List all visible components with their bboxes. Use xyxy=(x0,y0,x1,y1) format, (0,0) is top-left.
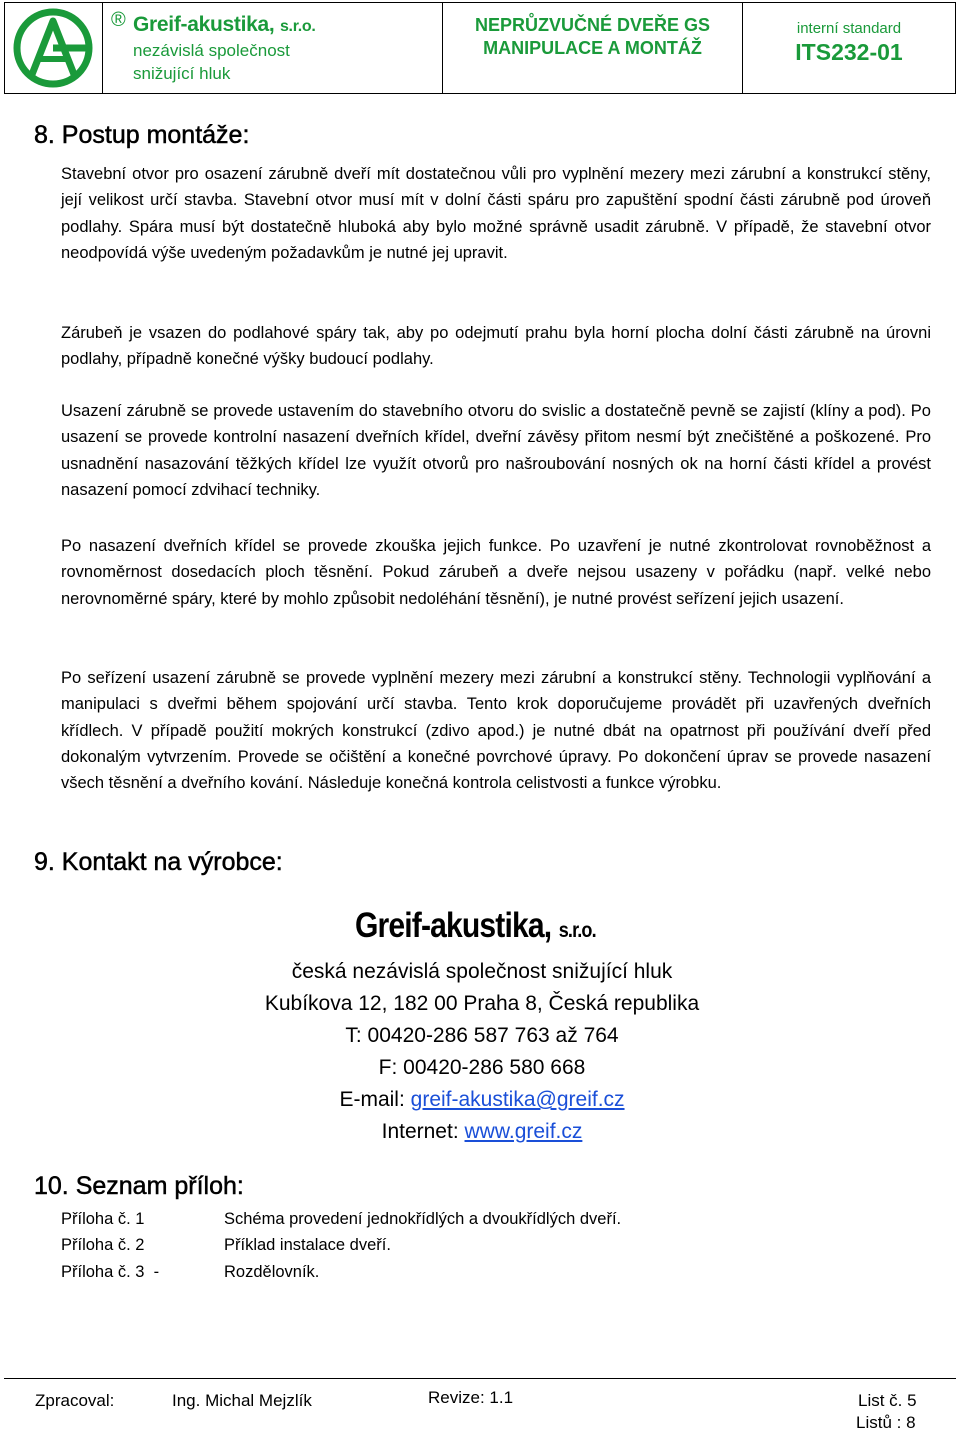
greif-logo-icon xyxy=(5,3,101,92)
email-label: E-mail: xyxy=(339,1088,405,1111)
attachment-label: Příloha č. 2 xyxy=(61,1236,145,1254)
document-title-line2: MANIPULACE A MONTÁŽ xyxy=(483,38,702,58)
revision: Revize: 1.1 xyxy=(428,1388,514,1407)
contact-company-name: Greif-akustika, s.r.o. xyxy=(355,906,596,945)
web-label: Internet: xyxy=(381,1120,459,1143)
standard-cell xyxy=(743,3,955,93)
contact-phone: T: 00420-286 587 763 až 764 xyxy=(345,1024,619,1047)
section-8-paragraph: Po seřízení usazení zárubně se provede vyplnění mezery mezi zárubní a konstrukcí stěny. Technologii vyplňování a manipulaci s dveřmi během spojování určí stavba. Tento krok doporučujeme provádět při uzavřených dveřních křídlech. V případě použití mokrých konstrukcí (zdivo apod.) je nutné dbát na opatrnost při používání dveří před dokonalým vytvrzením. Provede se očištění a konečné povrchové úpravy. Po dokončení úprav se provede nasazení všech těsnění a dveřního kování. Následuje konečná kontrola celistvosti a funkce výrobku. xyxy=(61,669,931,793)
contact-web-line xyxy=(0,1116,960,1148)
standard-code: ITS232-01 xyxy=(795,39,903,65)
contact-email-line xyxy=(0,1084,960,1116)
section-8-heading: 8. Postup montáže: xyxy=(34,121,250,149)
prepared-label: Zpracoval: xyxy=(35,1391,115,1410)
section-8-paragraph: Usazení zárubně se provede ustavením do stavebního otvoru do svislic a dostatečně pevně se zajistí (klíny a pod). Po usazení se provede kontrolní nasazení dveřních křídel, dveřní závěsy přitom nesmí být znečištěné a poškozené. Pro usnadnění nasazování těžkých křídel lze využít otvorů pro našroubování nosných ok na horní části křídel a provést nasazení pomocí zdvihací techniky. xyxy=(61,402,931,499)
contact-address: Kubíkova 12, 182 00 Praha 8, Česká republika xyxy=(264,992,700,1015)
prepared-by: Ing. Michal Mejzlík xyxy=(172,1391,312,1410)
section-8-paragraph: Stavební otvor pro osazení zárubně dveří mít dostatečnou vůli pro vyplnění mezery mezi zárubní a konstrukcí stěny, její velikost určí stavba. Stavební otvor musí mít v dolní části spáru pro zapuštění spodní části zárubně pod úroveň podlahy. Spára musí být dostatečně hluboká aby bylo možné správně usadit zárubně. V případě, že stavební otvor neodpovídá výše uvedeným požadavkům je nutné jej upravit. xyxy=(61,165,931,262)
company-tagline-1: nezávislá společnost xyxy=(133,41,290,60)
company-info-cell xyxy=(103,3,443,93)
document-title-line1: NEPRŮZVUČNÉ DVEŘE GS xyxy=(474,15,711,35)
web-link[interactable]: www.greif.cz xyxy=(464,1120,583,1143)
company-name: Greif-akustika, s.r.o. xyxy=(133,13,316,36)
attachment-description: Příklad instalace dveří. xyxy=(224,1236,391,1254)
contact-fax: F: 00420-286 580 668 xyxy=(378,1056,586,1079)
document-footer xyxy=(4,1378,956,1443)
document-header xyxy=(4,2,956,94)
contact-tagline: česká nezávislá společnost snižující hluk xyxy=(291,960,673,983)
company-tagline-2: snižující hluk xyxy=(133,64,231,83)
section-8-paragraph: Zárubeň je vsazen do podlahové spáry tak, aby po odejmutí prahu byla horní plocha dolní části zárubně na úrovni podlahy, případně konečné výšky budoucí podlahy. xyxy=(61,324,931,369)
company-logo-cell xyxy=(5,3,103,93)
section-10-heading: 10. Seznam příloh: xyxy=(34,1172,244,1200)
section-9-heading: 9. Kontakt na výrobce: xyxy=(34,848,283,876)
standard-label: interní standard xyxy=(796,20,902,37)
document-title-cell xyxy=(443,3,743,93)
sheet-number: List č. 5 xyxy=(858,1391,917,1410)
sheet-total: Listů : 8 xyxy=(856,1413,916,1432)
registered-mark: ® xyxy=(111,9,126,31)
attachment-label: Příloha č. 3 - xyxy=(61,1263,160,1281)
attachment-description: Schéma provedení jednokřídlých a dvoukřídlých dveří. xyxy=(224,1210,622,1228)
attachment-label: Příloha č. 1 xyxy=(61,1210,145,1228)
section-8-paragraph: Po nasazení dveřních křídel se provede zkouška jejich funkce. Po uzavření je nutné zkontrolovat rovnoběžnost a rovnoměrnost dosedacích ploch těsnění. Pokud zárubeň a dveře nejsou usazeny v pořádku (např. velké nebo nerovnoměrné spáry, které by mohlo způsobit nedoléhání těsnění), je nutné provést seřízení jejich usazení. xyxy=(61,537,931,608)
attachment-description: Rozdělovník. xyxy=(224,1263,320,1281)
email-link[interactable]: greif-akustika@greif.cz xyxy=(410,1088,625,1111)
